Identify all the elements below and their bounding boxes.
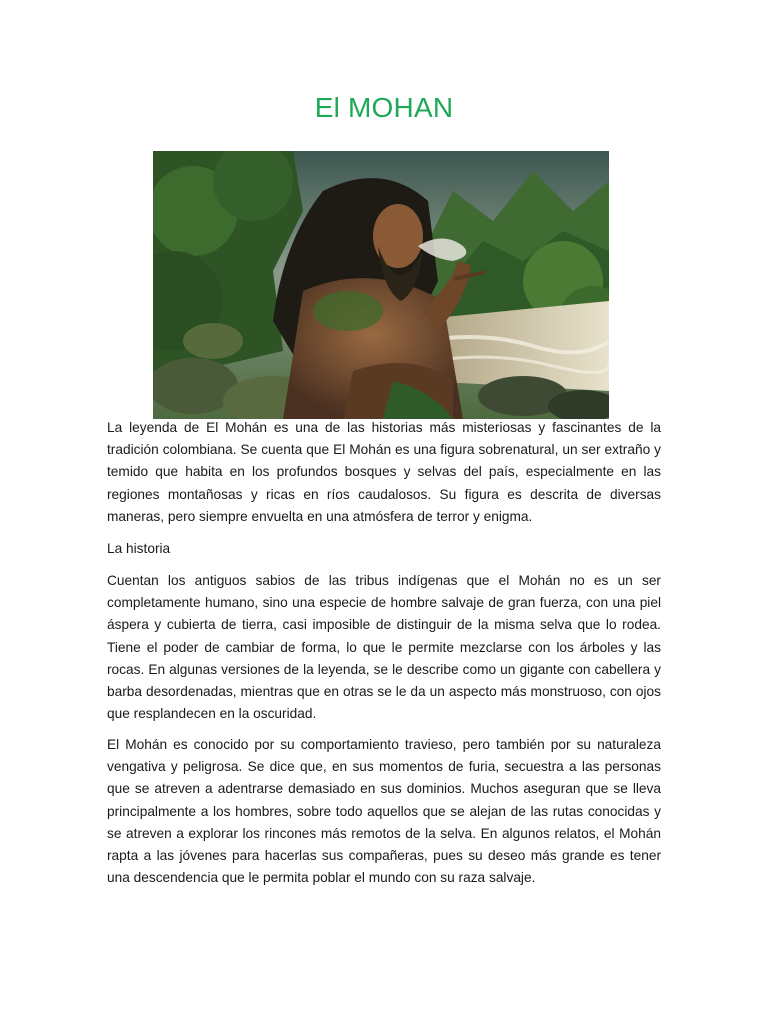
history-paragraph: Cuentan los antiguos sabios de las tribus indígenas que el Mohán no es un ser completamente humano, sino una especie de hombre salvaje de gran fuerza, con una piel áspera y cubierta de tierra, casi imposible de distinguir de la misma selva que lo rodea. Tiene el poder de cambiar de forma, lo que le permite mezclarse con los árboles y las rocas. En algunas versiones de la leyenda, se le describe como un gigante con cabellera y barba desordenadas, mientras que en otras se le da un aspecto más monstruoso, con ojos que resplandecen en la oscuridad. bbox=[107, 573, 661, 722]
illustration-svg bbox=[153, 151, 609, 419]
section-heading: La historia bbox=[107, 541, 171, 556]
behavior-paragraph: El Mohán es conocido por su comportamiento travieso, pero también por su naturaleza vengativa y peligrosa. Se dice que, en sus momentos de furia, secuestra a las personas que se atreven a adentrarse demasiado en sus dominios. Muchos aseguran que se lleva principalmente a los hombres, sobre todo aquellos que se alejan de las rutas conocidas y se atreven a explorar los rincones más remotos de la selva. En algunos relatos, el Mohán rapta a las jóvenes para hacerlas sus compañeras, pues su deseo más grande es tener una descendencia que le permita poblar el mundo con su raza salvaje. bbox=[107, 737, 661, 886]
document-title: El MOHAN bbox=[314, 92, 454, 123]
intro-paragraph: La leyenda de El Mohán es una de las historias más misteriosas y fascinantes de la tradición colombiana. Se cuenta que El Mohán es una figura sobrenatural, un ser extraño y temido que habita en los profundos bosques y selvas del país, especialmente en las regiones montañosas y ricas en ríos caudalosos. Su figura es descrita de diversas maneras, pero siempre envuelta en una atmósfera de terror y enigma. bbox=[107, 420, 661, 524]
mohan-illustration bbox=[153, 151, 609, 419]
